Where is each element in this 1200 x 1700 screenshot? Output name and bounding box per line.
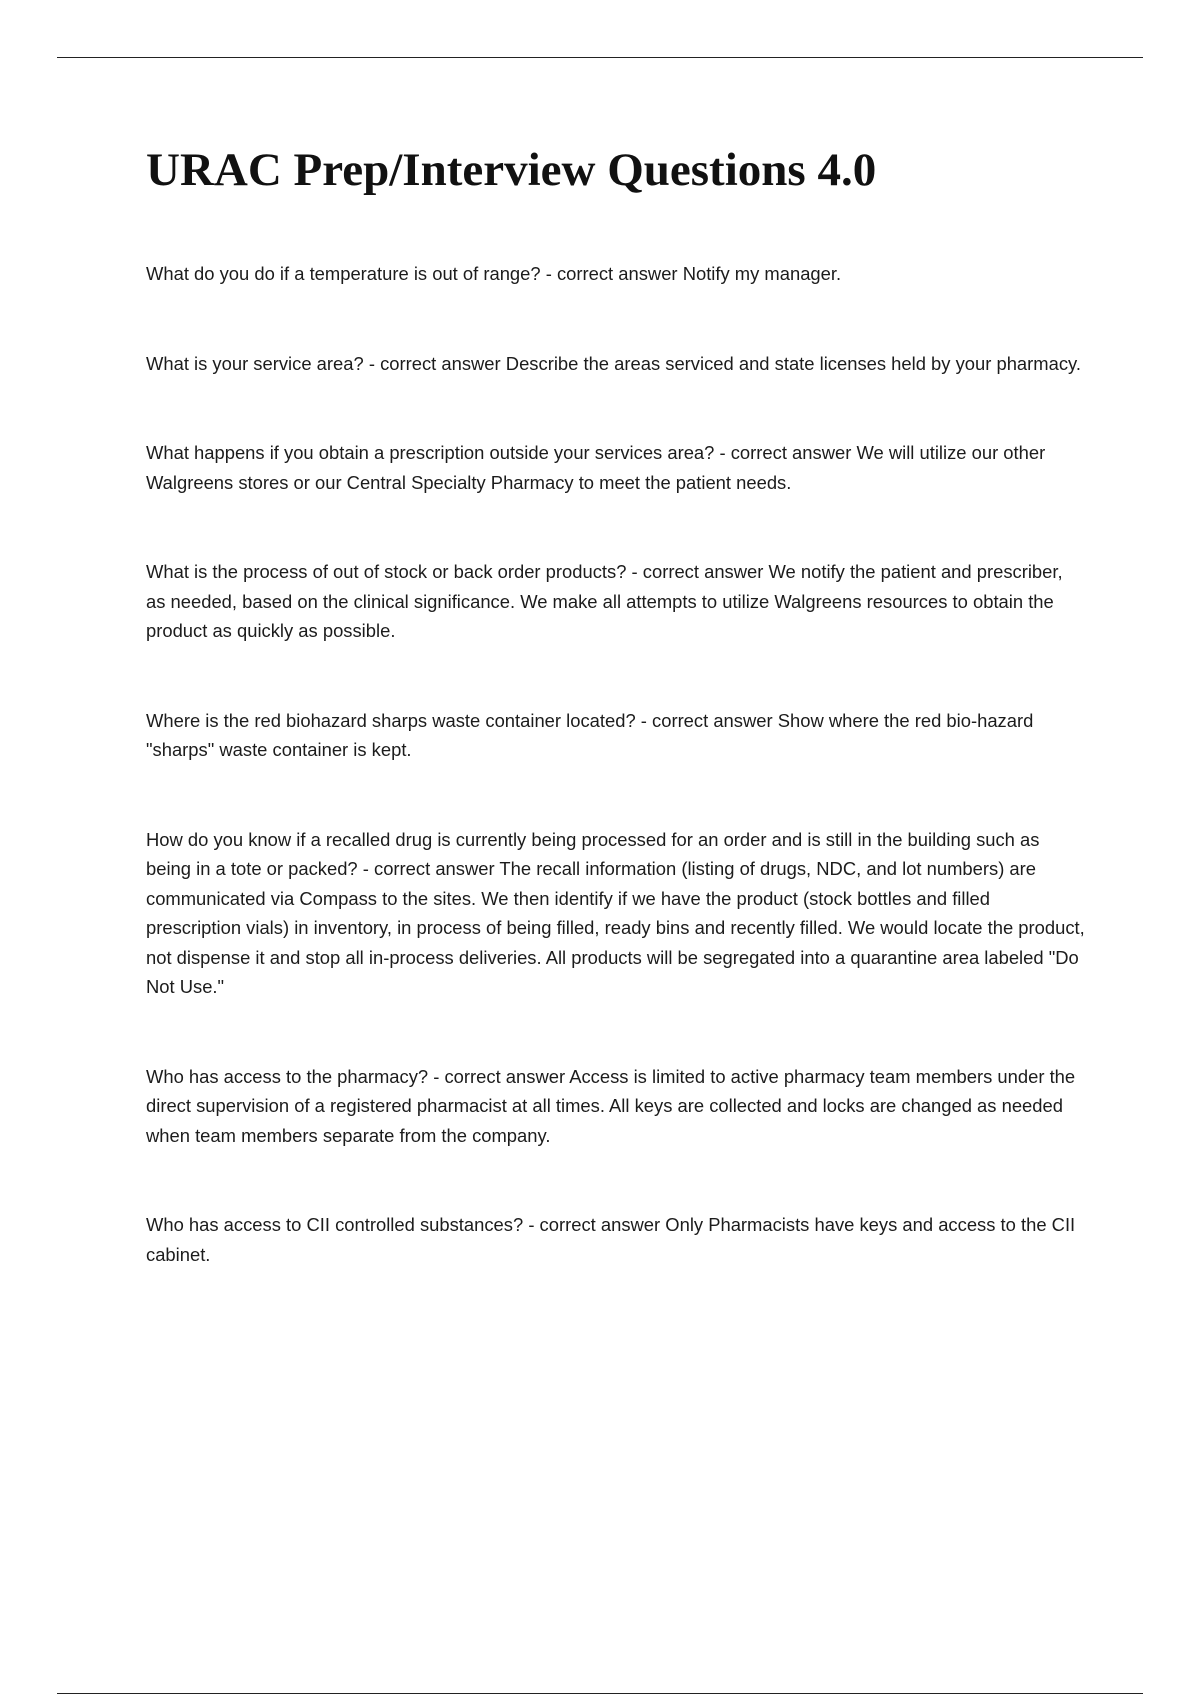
separator: - — [357, 858, 374, 879]
qa-item — [146, 438, 1086, 497]
answer-text: Access is limited to active pharmacy team members under the direct supervision of a registered pharmacist at all times. All keys are collected and locks are changed as needed when team members separate from the company. — [146, 1065, 1076, 1146]
separator: - — [635, 709, 653, 731]
answer-label: correct answer — [652, 709, 773, 731]
qa-list — [146, 259, 1086, 1269]
separator: - — [523, 1214, 540, 1235]
document-title: URAC Prep/Interview Questions 4.0 — [146, 144, 877, 196]
qa-item — [146, 349, 1086, 379]
question-text: What happens if you obtain a prescription outside your services area? — [146, 442, 715, 463]
answer-text: Notify my manager. — [682, 263, 842, 284]
separator: - — [714, 442, 731, 463]
question-text: Where is the red biohazard sharps waste container located? — [146, 709, 636, 731]
separator: - — [540, 263, 557, 284]
answer-label: correct answer — [374, 858, 495, 879]
answer-text: We will utilize our other Walgreens stores or our Central Specialty Pharmacy to meet the patient needs. — [146, 442, 1046, 493]
qa-item — [146, 825, 1086, 1002]
answer-label: correct answer — [556, 263, 678, 284]
bottom-divider — [57, 1693, 1143, 1694]
separator: - — [626, 561, 643, 582]
answer-label: correct answer — [539, 1214, 661, 1235]
question-text: How do you know if a recalled drug is currently being processed for an order and is still in the building such as being in a tote or packed? — [146, 828, 1040, 879]
answer-text: We notify the patient and prescriber, as needed, based on the clinical significance. We make all attempts to utilize Walgreens resources to obtain the product as quickly as possible. — [146, 561, 1063, 641]
question-text: Who has access to CII controlled substances? — [146, 1214, 524, 1235]
answer-label: correct answer — [380, 352, 501, 374]
answer-label: correct answer — [642, 561, 764, 582]
question-text: What do you do if a temperature is out of range? — [146, 263, 541, 284]
answer-text: Describe the areas serviced and state licenses held by your pharmacy. — [505, 352, 1081, 374]
qa-item — [146, 259, 1086, 289]
answer-label: correct answer — [444, 1065, 566, 1087]
document-body — [146, 140, 1086, 1329]
answer-label: correct answer — [730, 442, 852, 463]
qa-item — [146, 1062, 1086, 1151]
top-divider — [57, 57, 1143, 58]
answer-text: Only Pharmacists have keys and access to the CII cabinet. — [146, 1214, 1076, 1265]
separator: - — [428, 1065, 445, 1087]
separator: - — [363, 352, 381, 374]
question-text: Who has access to the pharmacy? — [146, 1065, 429, 1087]
qa-item — [146, 1210, 1086, 1269]
question-text: What is the process of out of stock or back order products? — [146, 561, 627, 582]
answer-text: Show where the red bio-hazard "sharps" waste container is kept. — [146, 709, 1034, 760]
qa-item — [146, 706, 1086, 765]
qa-item — [146, 557, 1086, 646]
answer-text: The recall information (listing of drugs, NDC, and lot numbers) are communicated via Compass to the sites. We then identify if we have the product (stock bottles and filled prescription vials) in inventory, in process of being filled, ready bins and recently filled. We would locate the product, not dispense it and stop all in-process deliveries. All products will be segregated into a quarantine area labeled "Do Not Use." — [146, 858, 1085, 997]
question-text: What is your service area? — [146, 352, 364, 374]
